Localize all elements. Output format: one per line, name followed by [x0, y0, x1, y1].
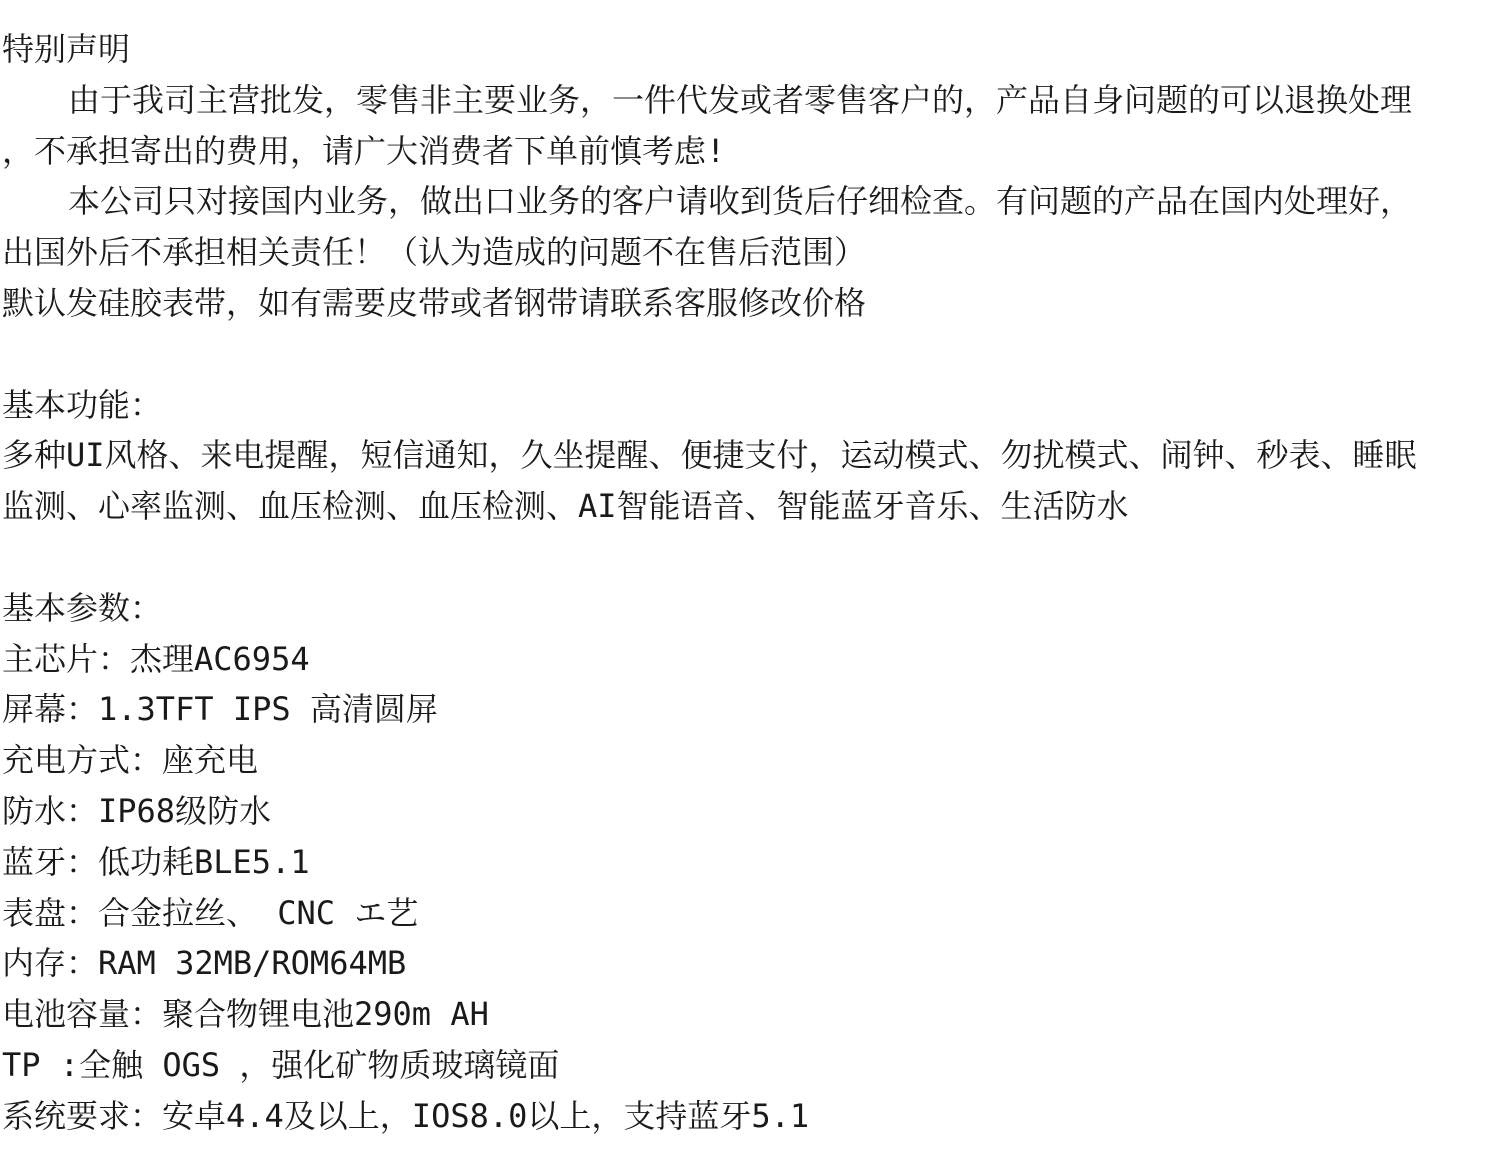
notice-paragraph-1-line-1: 由于我司主营批发，零售非主要业务，一件代发或者零售客户的，产品自身问题的可以退换处理: [68, 80, 1413, 119]
notice-paragraph-2-line-2: 出国外后不承担相关责任！（认为造成的问题不在售后范围）: [2, 233, 867, 272]
strap-note: 默认发硅胶表带，如有需要皮带或者钢带请联系客服修改价格: [2, 283, 867, 322]
param-system-requirements: 系统要求：安卓4.4及以上，IOS8.0以上，支持蓝牙5.1: [2, 1096, 810, 1135]
param-bluetooth: 蓝牙：低功耗BLE5.1: [2, 842, 310, 881]
param-dial: 表盘：合金拉丝、 CNC エ艺: [2, 893, 419, 932]
section-spacer: [2, 532, 1496, 583]
param-waterproof: 防水：IP68级防水: [2, 791, 272, 830]
features-line-1: 多种UI风格、来电提醒，短信通知，久坐提醒、便捷支付，运动模式、勿扰模式、闹钟、秒表、睡眠: [2, 436, 1417, 475]
param-touch-panel: TP :全触 OGS ，强化矿物质玻璃镜面: [2, 1045, 560, 1084]
features-line-2: 监测、心率监测、血压检测、血压检测、AI智能语音、智能蓝牙音乐、生活防水: [2, 487, 1129, 526]
param-charging: 充电方式：座充电: [2, 741, 259, 780]
section-spacer: [2, 329, 1496, 380]
param-screen: 屏幕：1.3TFT IPS 高清圆屏: [2, 690, 438, 729]
param-battery: 电池容量：聚合物锂电池290m AH: [2, 995, 489, 1034]
product-description: [2, 24, 1496, 1142]
features-heading: 基本功能：: [2, 385, 163, 424]
params-heading: 基本参数：: [2, 588, 163, 627]
param-main-chip: 主芯片：杰理AC6954: [2, 639, 310, 678]
notice-heading: 特别声明: [2, 30, 131, 68]
param-memory: 内存：RAM 32MB/ROM64MB: [2, 944, 407, 983]
notice-paragraph-2-line-1: 本公司只对接国内业务，做出口业务的客户请收到货后仔细检查。有问题的产品在国内处理好，: [68, 182, 1413, 221]
notice-paragraph-1-line-2: ，不承担寄出的费用，请广大消费者下单前慎考虑!: [2, 131, 726, 170]
